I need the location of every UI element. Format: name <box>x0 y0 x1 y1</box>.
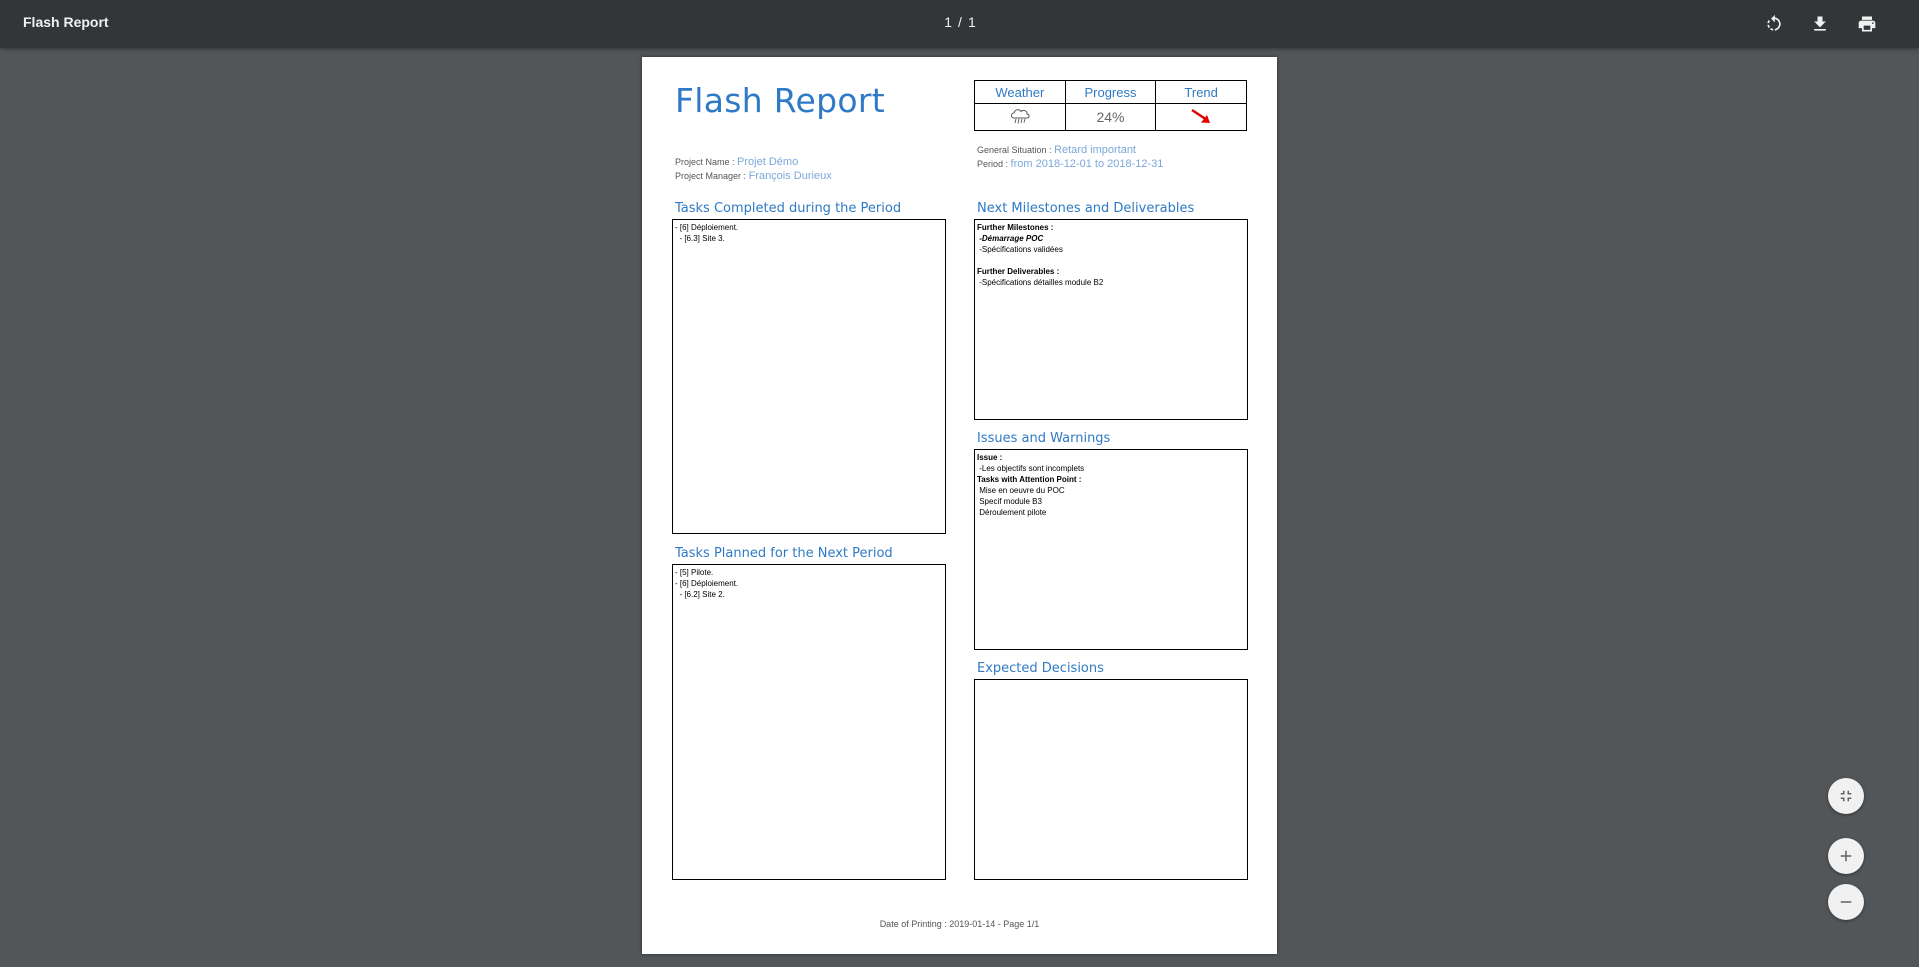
tasks-planned-box <box>672 564 946 880</box>
fit-page-icon <box>1837 787 1855 805</box>
attention-item: Specif module B3 <box>977 497 1042 506</box>
issue-label: Issue : <box>977 453 1003 462</box>
page-indicator <box>930 14 990 30</box>
decisions-title: Expected Decisions <box>977 661 1104 676</box>
viewer-toolbar <box>0 0 1919 48</box>
rotate-button[interactable] <box>1760 10 1788 38</box>
project-manager-label: Project Manager : <box>675 171 747 181</box>
project-manager-value: François Durieux <box>748 170 832 182</box>
milestones-title: Next Milestones and Deliverables <box>977 201 1195 216</box>
page-separator: / <box>958 14 962 30</box>
decisions-box <box>974 679 1248 880</box>
issue-item: -Les objectifs sont incomplets <box>977 464 1085 473</box>
project-name-label: Project Name : <box>675 157 735 167</box>
issues-title: Issues and Warnings <box>977 431 1111 446</box>
page-total: 1 <box>967 14 976 30</box>
report-title: Flash Report <box>675 81 885 120</box>
period-row <box>977 157 1163 171</box>
project-manager-row <box>675 169 832 183</box>
progress-value: 24% <box>1065 104 1156 131</box>
indicators-table <box>974 80 1247 131</box>
rotate-icon <box>1764 14 1784 34</box>
zoom-out-icon <box>1837 893 1855 911</box>
milestones-box <box>974 219 1248 420</box>
general-situation-value: Retard important <box>1054 144 1136 156</box>
list-item: - [6.3] Site 3. <box>675 234 725 243</box>
page-current: 1 <box>944 14 953 30</box>
weather-header: Weather <box>975 81 1066 104</box>
list-item: - [6.2] Site 2. <box>675 590 725 599</box>
trend-cell <box>1156 104 1247 131</box>
list-item: - [5] Pilote. <box>675 568 714 577</box>
list-item: - [6] Déploiement. <box>675 579 739 588</box>
deliverables-label: Further Deliverables : <box>977 267 1060 276</box>
general-situation-label: General Situation : <box>977 145 1052 155</box>
milestone-item: -Démarrage POC <box>977 234 1044 243</box>
zoom-in-icon <box>1837 847 1855 865</box>
weather-cell <box>975 104 1066 131</box>
project-info <box>675 155 832 183</box>
fit-page-button[interactable] <box>1828 778 1864 814</box>
list-item: - [6] Déploiement. <box>675 223 739 232</box>
trend-header: Trend <box>1156 81 1247 104</box>
tasks-completed-title: Tasks Completed during the Period <box>675 201 902 216</box>
milestones-label: Further Milestones : <box>977 223 1054 232</box>
general-situation-row <box>977 143 1163 157</box>
zoom-in-button[interactable] <box>1828 838 1864 874</box>
project-name-value: Projet Démo <box>737 156 799 168</box>
print-button[interactable] <box>1853 10 1881 38</box>
zoom-out-button[interactable] <box>1828 884 1864 920</box>
tasks-planned-title: Tasks Planned for the Next Period <box>675 546 893 561</box>
progress-header: Progress <box>1065 81 1156 104</box>
tasks-completed-box <box>672 219 946 534</box>
document-title: Flash Report <box>23 14 109 30</box>
download-button[interactable] <box>1806 10 1834 38</box>
attention-item: Déroulement pilote <box>977 508 1047 517</box>
download-icon <box>1810 14 1830 34</box>
page-footer: Date of Printing : 2019-01-14 - Page 1/1 <box>879 919 1040 929</box>
situation-info <box>977 143 1163 171</box>
project-name-row <box>675 155 832 169</box>
issues-box <box>974 449 1248 650</box>
attention-item: Mise en oeuvre du POC <box>977 486 1065 495</box>
print-icon <box>1857 14 1877 34</box>
period-label: Period : <box>977 159 1009 169</box>
spacer <box>977 255 1245 266</box>
trend-down-arrow-icon <box>1189 107 1213 125</box>
attention-label: Tasks with Attention Point : <box>977 475 1082 484</box>
milestone-item: -Spécifications validées <box>977 245 1063 254</box>
period-value: from 2018-12-01 to 2018-12-31 <box>1010 158 1164 170</box>
rain-cloud-icon <box>1009 107 1031 125</box>
report-page <box>642 57 1277 954</box>
deliverable-item: -Spécifications détailles module B2 <box>977 278 1104 287</box>
